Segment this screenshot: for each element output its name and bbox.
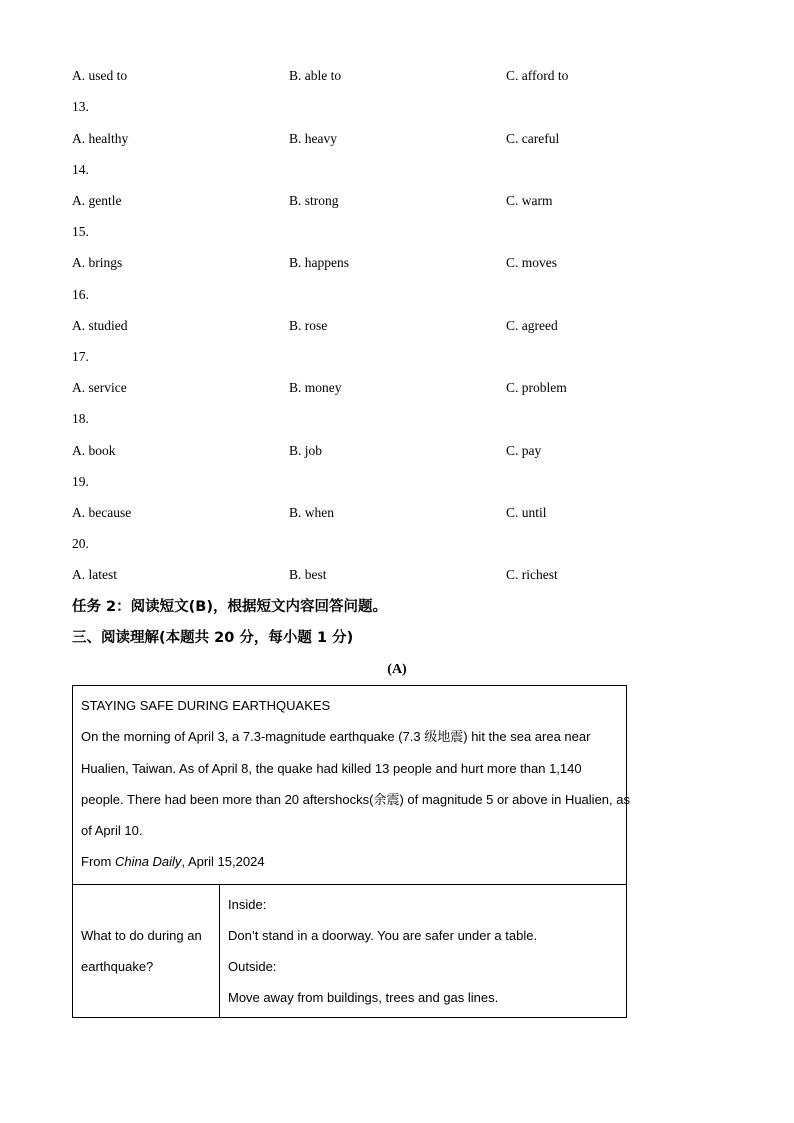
option-b[interactable]: B. heavy: [289, 131, 337, 146]
option-c[interactable]: C. warm: [506, 193, 553, 208]
question-number-19: 19.: [72, 474, 89, 489]
options-row-12: [72, 66, 632, 86]
option-b[interactable]: B. happens: [289, 255, 349, 270]
option-a[interactable]: A. service: [72, 380, 127, 395]
task2-heading: 任务 2：阅读短文(B)，根据短文内容回答问题。: [72, 599, 387, 615]
answer-line-outside-label: Outside:: [228, 959, 277, 974]
answer-line-inside-text: Don’t stand in a doorway. You are safer under a table.: [228, 928, 538, 943]
option-b[interactable]: B. best: [289, 567, 327, 582]
notice-body-line: of April 10.: [81, 823, 143, 838]
source-publication: China Daily: [114, 854, 182, 869]
options-row-17: [72, 378, 632, 398]
options-row-18: [72, 441, 632, 461]
option-a[interactable]: A. used to: [72, 68, 128, 83]
options-row-15: [72, 253, 632, 273]
option-b[interactable]: B. when: [289, 505, 334, 520]
question-number-16: 16.: [72, 287, 89, 302]
question-line: What to do during an: [81, 928, 202, 943]
option-a[interactable]: A. latest: [72, 567, 117, 582]
option-a[interactable]: A. healthy: [72, 131, 129, 146]
options-row-20: [72, 565, 632, 585]
notice-body-line: Hualien, Taiwan. As of April 8, the quake had killed 13 people and hurt more than 1,140: [81, 761, 582, 776]
options-row-19: [72, 503, 632, 523]
source-date: , April 15,2024: [181, 854, 265, 869]
option-a[interactable]: A. studied: [72, 318, 128, 333]
option-c[interactable]: C. problem: [506, 380, 567, 395]
option-c[interactable]: C. careful: [506, 131, 560, 146]
section3-heading: 三、阅读理解(本题共 20 分，每小题 1 分): [72, 630, 354, 646]
options-row-16: [72, 316, 632, 336]
notice-body-line: On the morning of April 3, a 7.3-magnitude earthquake (7.3 级地震) hit the sea area near: [81, 729, 591, 744]
answer-line-inside-label: Inside:: [228, 897, 267, 912]
question-number-15: 15.: [72, 224, 89, 239]
notice-source: [81, 852, 626, 872]
option-a[interactable]: A. brings: [72, 255, 123, 270]
option-b[interactable]: B. strong: [289, 193, 339, 208]
question-number-18: 18.: [72, 411, 89, 426]
notice-body-line: people. There had been more than 20 aftershocks(余震) of magnitude 5 or above in Hualien, as: [81, 792, 630, 807]
options-row-13: [72, 129, 632, 149]
option-b[interactable]: B. money: [289, 380, 342, 395]
option-c[interactable]: C. richest: [506, 567, 558, 582]
option-a[interactable]: A. because: [72, 505, 132, 520]
question-number-17: 17.: [72, 349, 89, 364]
option-c[interactable]: C. moves: [506, 255, 558, 270]
option-c[interactable]: C. afford to: [506, 68, 569, 83]
option-b[interactable]: B. able to: [289, 68, 342, 83]
passage-label: (A): [387, 662, 407, 677]
option-b[interactable]: B. job: [289, 443, 323, 458]
question-cell: [73, 885, 220, 1017]
option-c[interactable]: C. agreed: [506, 318, 558, 333]
earthquake-notice-table: [72, 685, 630, 1018]
question-line: earthquake?: [81, 959, 154, 974]
option-a[interactable]: A. book: [72, 443, 116, 458]
option-c[interactable]: C. until: [506, 505, 547, 520]
notice-title: STAYING SAFE DURING EARTHQUAKES: [81, 698, 331, 713]
question-number-20: 20.: [72, 536, 89, 551]
option-b[interactable]: B. rose: [289, 318, 328, 333]
source-prefix: From: [81, 854, 115, 869]
option-a[interactable]: A. gentle: [72, 193, 122, 208]
answer-line-outside-text: Move away from buildings, trees and gas lines.: [228, 990, 499, 1005]
question-number-13: 13.: [72, 99, 89, 114]
question-number-14: 14.: [72, 162, 89, 177]
option-c[interactable]: C. pay: [506, 443, 542, 458]
notice-header-cell: [73, 686, 630, 885]
answer-cell: [220, 885, 626, 1017]
options-row-14: [72, 191, 632, 211]
